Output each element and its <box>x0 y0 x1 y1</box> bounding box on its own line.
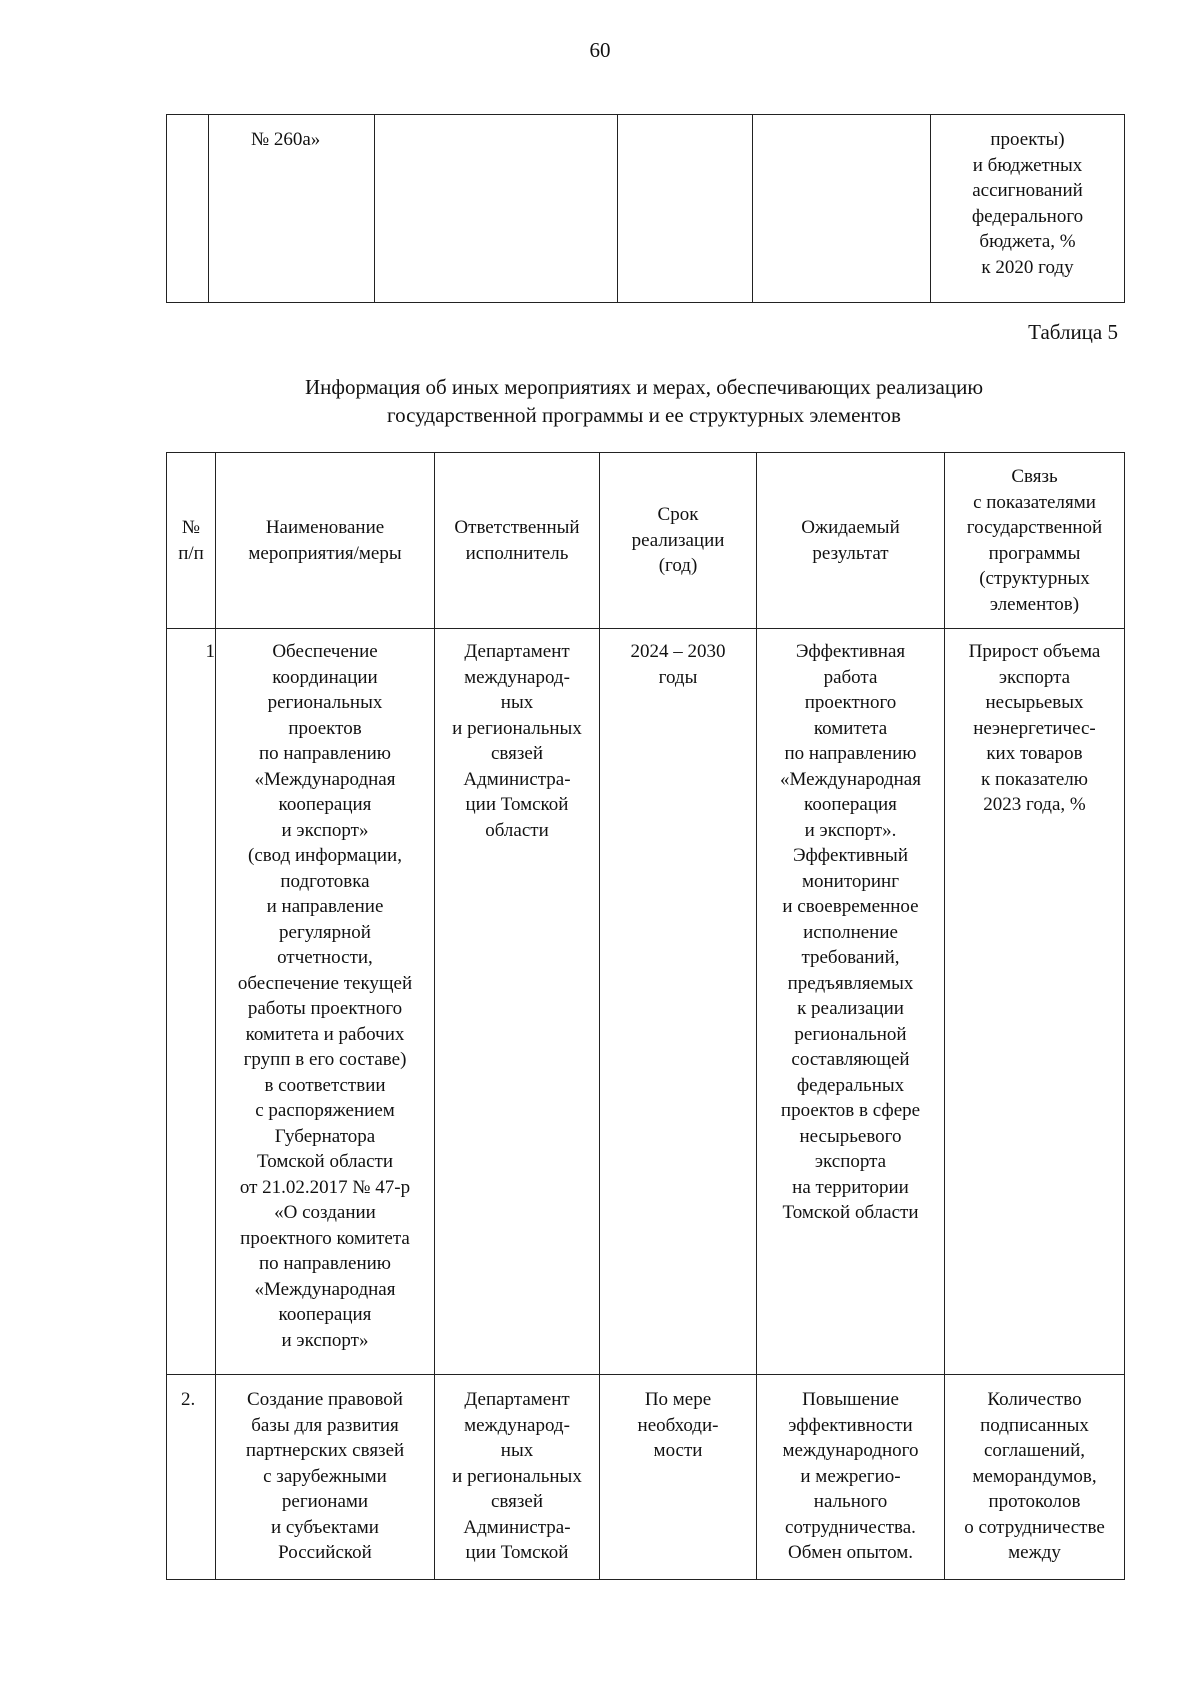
text-line: работа <box>823 666 878 688</box>
text-line: и региональных <box>452 717 582 739</box>
text-line: международ- <box>464 666 570 688</box>
text-line: экспорта <box>814 1151 887 1172</box>
text-line: области <box>485 819 549 841</box>
text-line: и межрегио- <box>800 1465 901 1487</box>
text-line: региональных <box>267 692 383 713</box>
text-line: координации <box>272 666 378 688</box>
text-line: Губернатора <box>274 1125 376 1147</box>
text-line: необходи- <box>637 1414 719 1436</box>
text-line: Прирост объема <box>968 641 1101 662</box>
text-line: в соответствии <box>264 1074 386 1096</box>
text-line: и экспорт» <box>281 1329 369 1351</box>
text-line: подписанных <box>980 1414 1089 1436</box>
measures-table <box>166 452 1125 1580</box>
text-line: проектного комитета <box>240 1227 410 1249</box>
row-term <box>600 629 757 1375</box>
header-line: Связь <box>1011 466 1058 487</box>
cont-cell-6 <box>931 115 1125 303</box>
text-line: Департамент <box>464 641 570 662</box>
text-line: Администра- <box>463 768 571 790</box>
text-line: Количество <box>987 1389 1082 1410</box>
header-line: результат <box>812 542 889 564</box>
header-num <box>167 453 216 629</box>
table-row <box>167 1375 1125 1580</box>
text-line: по направлению <box>784 743 917 764</box>
text-line: протоколов <box>988 1491 1081 1512</box>
text-line: сотрудничества. <box>785 1516 916 1538</box>
text-line: к показателю <box>981 768 1088 790</box>
text-line: № 260а» <box>251 129 321 150</box>
text-line: групп в его составе) <box>243 1049 407 1070</box>
table-title <box>0 373 1200 429</box>
text-line: эффективности <box>788 1414 913 1436</box>
text-line: кооперация <box>278 794 372 815</box>
text-line: от 21.02.2017 № 47-р <box>239 1176 411 1198</box>
text-line: Создание правовой <box>247 1389 403 1410</box>
text-line: партнерских связей <box>245 1440 405 1461</box>
text-line: составляющей <box>791 1049 910 1070</box>
text-line: несырьевых <box>985 692 1084 713</box>
text-line: кооперация <box>278 1304 372 1325</box>
text-line: Томской области <box>257 1151 393 1172</box>
text-line: международ- <box>464 1414 570 1436</box>
header-line: (год) <box>658 555 698 577</box>
header-executor <box>435 453 600 629</box>
text-line: обеспечение текущей <box>237 972 413 994</box>
text-line: с распоряжением <box>255 1100 395 1121</box>
header-line: реализации <box>631 529 725 551</box>
text-line: исполнение <box>803 921 898 943</box>
row-num-text: 1 <box>205 641 215 662</box>
text-line: по направлению <box>258 1253 392 1274</box>
text-line: региональной <box>794 1023 907 1045</box>
header-line: п/п <box>178 542 204 564</box>
header-line: Ответственный <box>454 517 580 538</box>
text-line: и бюджетных <box>972 154 1083 176</box>
text-line: «О создании <box>274 1202 376 1223</box>
text-line: проектов <box>288 717 362 739</box>
text-line: ных <box>500 692 534 713</box>
row-result <box>757 629 945 1375</box>
header-line: с показателями <box>973 491 1096 513</box>
text-line: Департамент <box>464 1389 570 1410</box>
header-line: Наименование <box>265 517 385 538</box>
table-label: Таблица 5 <box>1028 320 1118 344</box>
text-line: по направлению <box>258 743 392 764</box>
text-line: базы для развития <box>251 1414 399 1436</box>
header-link <box>945 453 1125 629</box>
text-line: ассигнований <box>972 180 1083 201</box>
header-line: государственной <box>966 517 1103 538</box>
text-line: о сотрудничестве <box>964 1516 1105 1538</box>
header-row <box>167 453 1125 629</box>
text-line: и субъектами <box>271 1516 379 1538</box>
title-line: государственной программы и ее структурных элементов <box>387 403 901 427</box>
text-line: экспорта <box>998 666 1071 688</box>
text-line: меморандумов, <box>972 1465 1097 1487</box>
text-line: к 2020 году <box>981 256 1074 278</box>
row-name <box>216 629 435 1375</box>
text-line: Администра- <box>463 1516 571 1538</box>
text-line: несырьевого <box>799 1125 902 1147</box>
row-num <box>167 1375 216 1580</box>
cont-cell-1 <box>167 115 209 303</box>
row-link <box>945 629 1125 1375</box>
text-line: «Международная <box>254 768 396 790</box>
text-line: и экспорт» <box>281 819 369 841</box>
text-line: ких товаров <box>986 743 1083 764</box>
text-line: 2023 года, % <box>983 794 1086 815</box>
text-line: связей <box>491 1491 543 1512</box>
text-line: на территории <box>792 1176 909 1198</box>
header-line: Срок <box>657 504 699 526</box>
row-num-text: 2. <box>181 1389 196 1410</box>
text-line: проектов в сфере <box>780 1100 921 1121</box>
text-line: международного <box>782 1440 919 1461</box>
text-line: ции Томской <box>465 1542 569 1563</box>
text-line: к реализации <box>797 998 904 1019</box>
text-line: проектного <box>804 692 897 713</box>
row-executor <box>435 1375 600 1580</box>
header-line: (структурных <box>979 568 1090 589</box>
text-line: (свод информации, <box>248 845 402 866</box>
text-line: Эффективный <box>792 845 908 866</box>
text-line: мости <box>653 1440 703 1461</box>
text-line: ции Томской <box>465 794 569 815</box>
text-line: бюджета, % <box>979 231 1076 252</box>
text-line: соглашений, <box>984 1440 1085 1461</box>
text-line: Обеспечение <box>272 641 378 662</box>
text-line: годы <box>658 666 698 688</box>
text-line: регулярной <box>279 921 371 943</box>
text-line: проекты) <box>990 129 1065 150</box>
text-line: отчетности, <box>277 947 373 968</box>
header-line: № <box>181 517 201 538</box>
page-number: 60 <box>589 38 611 62</box>
text-line: требований, <box>801 947 900 968</box>
text-line: работы проектного <box>247 998 403 1019</box>
text-line: и своевременное <box>782 896 919 917</box>
cont-cell-3 <box>375 115 618 303</box>
cont-cell-4 <box>618 115 753 303</box>
row-link <box>945 1375 1125 1580</box>
text-line: с зарубежными <box>263 1465 387 1487</box>
text-line: «Международная <box>254 1278 396 1300</box>
header-line: программы <box>988 542 1081 564</box>
text-line: мониторинг <box>801 870 900 892</box>
text-line: ных <box>500 1440 534 1461</box>
text-line: «Международная <box>780 768 921 790</box>
text-line: федеральных <box>796 1074 905 1096</box>
text-line: комитета <box>813 717 888 739</box>
header-line: мероприятия/меры <box>248 542 402 564</box>
text-line: связей <box>491 743 543 764</box>
text-line: Томской области <box>782 1202 919 1223</box>
row-name <box>216 1375 435 1580</box>
text-line: Обмен опытом. <box>788 1542 913 1563</box>
text-line: и экспорт». <box>804 819 897 841</box>
continuation-table <box>166 114 1125 303</box>
row-num <box>167 629 216 1375</box>
text-line: Повышение <box>802 1389 899 1410</box>
header-result <box>757 453 945 629</box>
cont-cell-5 <box>753 115 931 303</box>
header-line: Ожидаемый <box>801 517 900 538</box>
text-line: предъявляемых <box>787 972 914 994</box>
text-line: По мере <box>644 1389 712 1410</box>
header-term <box>600 453 757 629</box>
title-line: Информация об иных мероприятиях и мерах, обеспечивающих реализацию <box>304 375 984 399</box>
header-line: элементов) <box>989 593 1080 615</box>
text-line: подготовка <box>280 870 370 892</box>
header-name <box>216 453 435 629</box>
row-term <box>600 1375 757 1580</box>
text-line: нального <box>813 1491 888 1512</box>
cont-cell-2 <box>209 115 375 303</box>
text-line: Российской <box>278 1542 372 1563</box>
text-line: комитета и рабочих <box>245 1023 405 1045</box>
text-line: 2024 – 2030 <box>630 641 726 662</box>
text-line: кооперация <box>804 794 897 815</box>
text-line: и направление <box>266 896 384 917</box>
text-line: неэнергетичес- <box>973 717 1096 739</box>
header-line: исполнитель <box>465 542 569 564</box>
text-line: и региональных <box>452 1465 582 1487</box>
text-line: федерального <box>971 205 1084 227</box>
row-result <box>757 1375 945 1580</box>
table-row <box>167 629 1125 1375</box>
text-line: между <box>1008 1542 1061 1563</box>
text-line: регионами <box>281 1491 369 1512</box>
row-executor <box>435 629 600 1375</box>
text-line: Эффективная <box>795 641 906 662</box>
